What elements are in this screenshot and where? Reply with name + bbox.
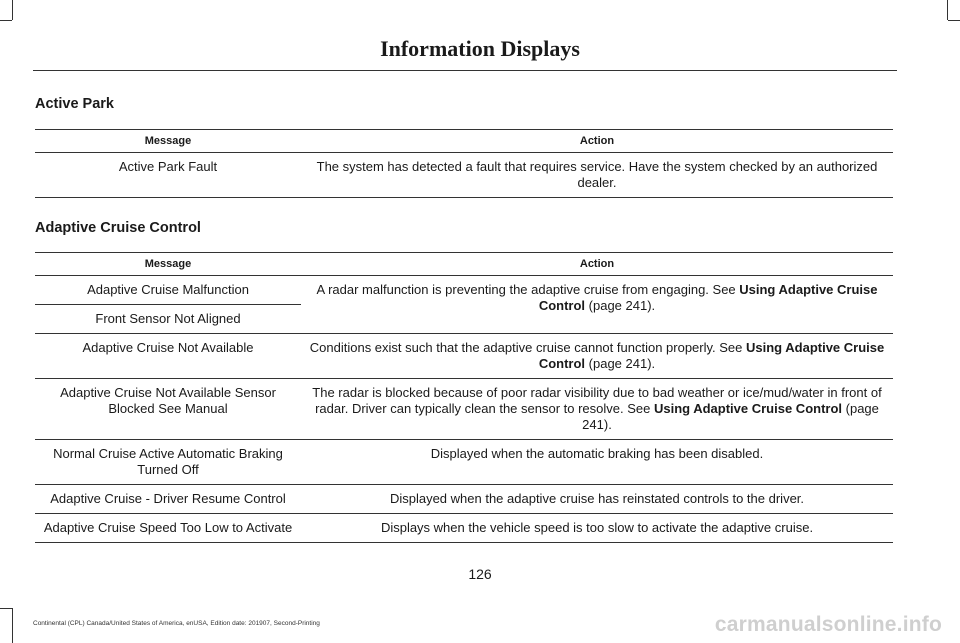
crop-mark: [948, 20, 960, 21]
action-cell: Displays when the vehicle speed is too slow to activate the adaptive cruise.: [301, 514, 893, 543]
column-header-action: Action: [301, 253, 893, 276]
adaptive-cruise-table: [35, 252, 893, 543]
action-cell: [301, 276, 893, 334]
table-header-row: [35, 130, 893, 153]
action-cell: [301, 379, 893, 440]
page-reference: (page 241).: [585, 298, 656, 313]
watermark: carmanualsonline.info: [714, 613, 942, 636]
message-cell: Adaptive Cruise Not Available: [35, 334, 301, 379]
table-row: [35, 379, 893, 440]
table-row: [35, 153, 893, 198]
crop-mark: [12, 0, 13, 20]
column-header-action: Action: [301, 130, 893, 153]
page-reference: (page 241).: [582, 401, 879, 432]
column-header-message: Message: [35, 253, 301, 276]
table-row: [35, 485, 893, 514]
message-cell: Adaptive Cruise Speed Too Low to Activate: [35, 514, 301, 543]
message-cell: Active Park Fault: [35, 153, 301, 198]
page-number: 126: [468, 566, 492, 582]
cross-reference-link[interactable]: Using Adaptive Cruise Control: [538, 282, 878, 313]
section-title-active-park: Active Park: [35, 96, 114, 112]
action-cell: The system has detected a fault that requires service. Have the system checked by an authorized dealer.: [301, 153, 893, 198]
table-header-row: [35, 253, 893, 276]
table-row: [35, 334, 893, 379]
action-cell: [301, 334, 893, 379]
action-text: Conditions exist such that the adaptive cruise cannot function properly. See: [309, 340, 747, 355]
message-cell: Adaptive Cruise Malfunction: [35, 276, 301, 305]
header-divider: [33, 70, 897, 71]
action-text: A radar malfunction is preventing the adaptive cruise from engaging. See: [316, 282, 740, 297]
cross-reference-link[interactable]: Using Adaptive Cruise Control: [653, 401, 843, 416]
column-header-message: Message: [35, 130, 301, 153]
page-reference: (page 241).: [585, 356, 656, 371]
table-row: [35, 276, 893, 305]
active-park-table: [35, 129, 893, 198]
message-cell: Adaptive Cruise Not Available Sensor Blocked See Manual: [35, 379, 301, 440]
edition-footer: Continental (CPL) Canada/United States of America, enUSA, Edition date: 201907, Second-Printing: [33, 620, 320, 627]
action-text: The radar is blocked because of poor radar visibility due to bad weather or ice/mud/water in front of radar. Driver can typically clean the sensor to resolve. See: [312, 385, 882, 416]
crop-mark: [947, 0, 948, 20]
table-row: [35, 440, 893, 485]
crop-mark: [12, 608, 13, 643]
crop-mark: [0, 20, 12, 21]
cross-reference-link[interactable]: Using Adaptive Cruise Control: [538, 340, 885, 371]
action-cell: Displayed when the adaptive cruise has reinstated controls to the driver.: [301, 485, 893, 514]
action-cell: Displayed when the automatic braking has been disabled.: [301, 440, 893, 485]
message-cell: Front Sensor Not Aligned: [35, 305, 301, 334]
message-cell: Adaptive Cruise - Driver Resume Control: [35, 485, 301, 514]
crop-mark: [0, 608, 12, 609]
page-title: Information Displays: [380, 36, 580, 61]
message-cell: Normal Cruise Active Automatic Braking Turned Off: [35, 440, 301, 485]
section-title-adaptive-cruise: Adaptive Cruise Control: [35, 220, 201, 236]
table-row: [35, 514, 893, 543]
